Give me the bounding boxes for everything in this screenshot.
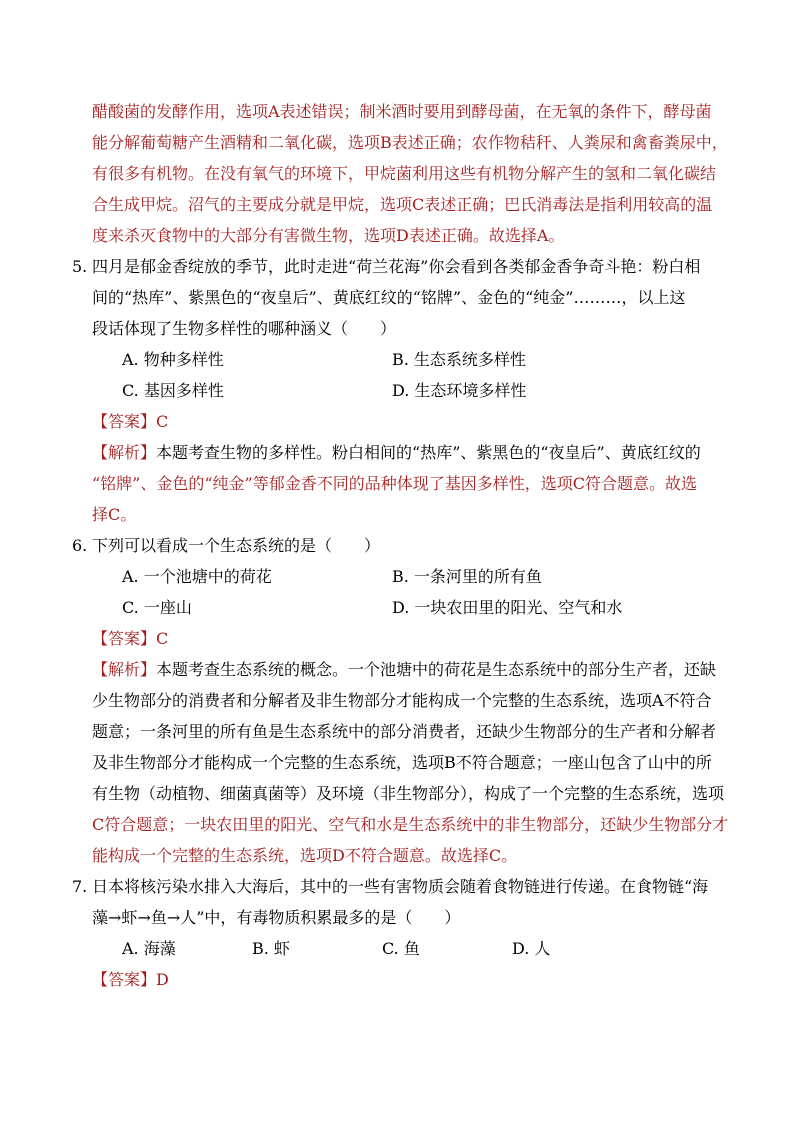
text-line: 择C。 xyxy=(92,505,137,524)
option-b: B. 生态系统多样性 xyxy=(392,350,526,369)
question-6-explanation xyxy=(92,654,732,871)
question-7-options xyxy=(92,933,732,964)
question-6-answer xyxy=(92,623,732,654)
question-stem xyxy=(92,251,732,344)
text-line: 藻→虾→鱼→人”中，有毒物质积累最多的是（ ） xyxy=(92,908,461,927)
text-line: 少生物部分的消费者和分解者及非生物部分才能构成一个完整的生态系统，选项A不符合 xyxy=(92,691,712,710)
intro-explanation xyxy=(92,96,732,251)
text-line: 醋酸菌的发酵作用，选项A表述错误；制米酒时要用到酵母菌，在无氧的条件下，酵母菌 xyxy=(92,102,712,121)
text-line: 能分解葡萄糖产生酒精和二氧化碳，选项B表述正确；农作物秸秆、人粪尿和禽畜粪尿中， xyxy=(92,133,728,152)
option-a: A. 一个池塘中的荷花 xyxy=(122,567,272,586)
text-line: “铭牌”、金色的“纯金”等郁金香不同的品种体现了基因多样性，选项C符合题意。故选 xyxy=(92,474,697,493)
question-number: 6. xyxy=(72,536,88,555)
explanation-label: 【解析】 xyxy=(92,660,157,679)
document-content xyxy=(72,96,732,995)
text-line: 本题考查生物的多样性。粉白相间的“热库”、紫黑色的“夜皇后”、黄底红纹的 xyxy=(156,443,701,462)
answer-label: 【答案】 xyxy=(92,629,157,648)
text-line: 合生成甲烷。沼气的主要成分就是甲烷，选项C表述正确；巴氏消毒法是指利用较高的温 xyxy=(92,195,713,214)
option-d: D. 人 xyxy=(512,939,551,958)
question-number: 7. xyxy=(72,877,88,896)
text-line: 日本将核污染水排入大海后，其中的一些有害物质会随着食物链进行传递。在食物链“海 xyxy=(92,877,709,896)
text-line: C符合题意；一块农田里的阳光、空气和水是生态系统中的非生物部分，还缺少生物部分才 xyxy=(92,815,729,834)
text-line: 有很多有机物。在没有氧气的环境下，甲烷菌利用这些有机物分解产生的氢和二氧化碳结 xyxy=(92,164,717,183)
answer-value: C xyxy=(156,629,169,648)
explanation-label: 【解析】 xyxy=(92,443,157,462)
option-c: C. 鱼 xyxy=(382,939,420,958)
option-a: A. 海藻 xyxy=(122,939,176,958)
question-5-explanation xyxy=(92,437,732,530)
question-number: 5. xyxy=(72,257,88,276)
question-7-answer xyxy=(92,964,732,995)
answer-value: D xyxy=(156,970,169,989)
answer-value: C xyxy=(156,412,169,431)
option-a: A. 物种多样性 xyxy=(122,350,224,369)
answer-label: 【答案】 xyxy=(92,412,157,431)
question-5 xyxy=(72,251,732,344)
option-b: B. 一条河里的所有鱼 xyxy=(392,567,542,586)
option-b: B. 虾 xyxy=(252,939,290,958)
option-d: D. 生态环境多样性 xyxy=(392,381,527,400)
text-line: 段话体现了生物多样性的哪种涵义（ ） xyxy=(92,319,397,338)
text-line: 度来杀灭食物中的大部分有害微生物，选项D表述正确。故选择A。 xyxy=(92,226,565,245)
option-c: C. 基因多样性 xyxy=(122,381,224,400)
question-6 xyxy=(72,530,732,561)
text-line: 及非生物部分才能构成一个完整的生态系统，选项B不符合题意；一座山包含了山中的所 xyxy=(92,753,712,772)
text-line: 能构成一个完整的生态系统，选项D不符合题意。故选择C。 xyxy=(92,846,518,865)
text-line: 间的“热库”、紫黑色的“夜皇后”、黄底红纹的“铭牌”、金色的“纯金”………，以上这 xyxy=(92,288,686,307)
text-line: 下列可以看成一个生态系统的是（ ） xyxy=(92,536,381,555)
option-d: D. 一块农田里的阳光、空气和水 xyxy=(392,598,623,617)
option-c: C. 一座山 xyxy=(122,598,192,617)
answer-label: 【答案】 xyxy=(92,970,157,989)
text-line: 四月是郁金香绽放的季节，此时走进“荷兰花海”你会看到各类郁金香争奇斗艳：粉白相 xyxy=(92,257,701,276)
question-5-options xyxy=(92,344,732,406)
question-7 xyxy=(72,871,732,933)
text-line: 有生物（动植物、细菌真菌等）及环境（非生物部分），构成了一个完整的生态系统，选项 xyxy=(92,784,725,803)
question-6-options xyxy=(92,561,732,623)
text-line: 本题考查生态系统的概念。一个池塘中的荷花是生态系统中的部分生产者，还缺 xyxy=(156,660,717,679)
question-5-answer xyxy=(92,406,732,437)
text-line: 题意；一条河里的所有鱼是生态系统中的部分消费者，还缺少生物部分的生产者和分解者 xyxy=(92,722,717,741)
